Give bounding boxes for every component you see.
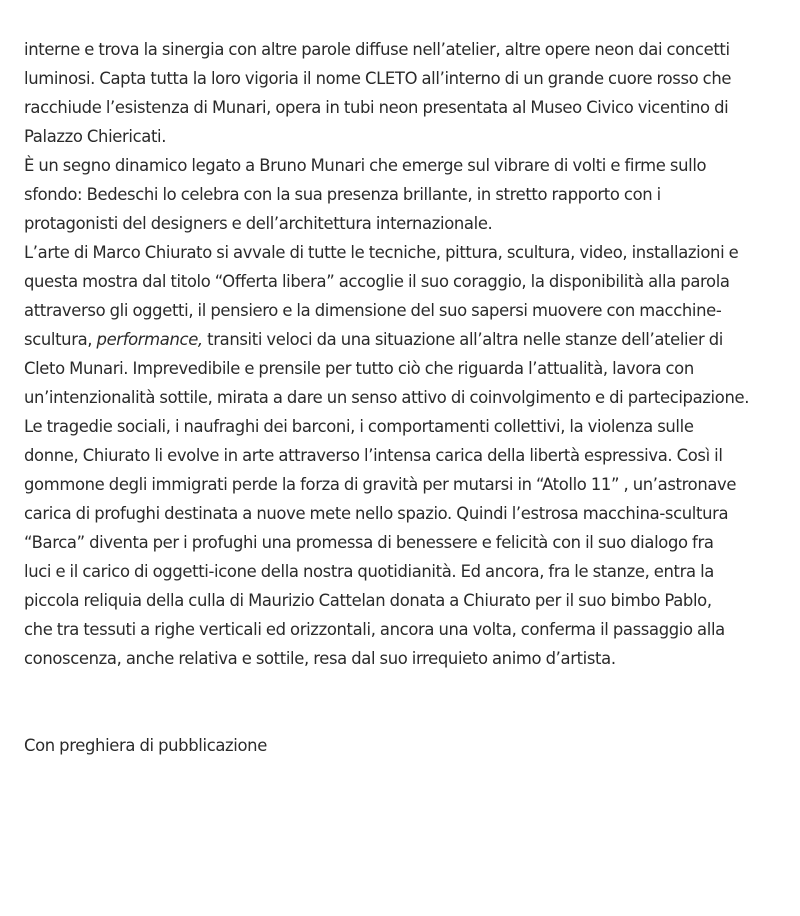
text-line: Cleto Munari. Imprevedibile e prensile per tutto ciò che riguarda l’attualità, lavora con: [24, 359, 694, 378]
text-line: È un segno dinamico legato a Bruno Munari che emerge sul vibrare di volti e firme sullo: [24, 156, 707, 175]
closing-line: Con preghiera di pubblicazione: [24, 736, 267, 755]
text-line: L’arte di Marco Chiurato si avvale di tutte le tecniche, pittura, scultura, video, installazioni e: [24, 243, 739, 262]
text-line: conoscenza, anche relativa e sottile, resa dal suo irrequieto animo d’artista.: [24, 649, 616, 668]
text-line: che tra tessuti a righe verticali ed orizzontali, ancora una volta, conferma il passaggio alla: [24, 620, 725, 639]
text-line: sfondo: Bedeschi lo celebra con la sua presenza brillante, in stretto rapporto con i: [24, 185, 661, 204]
text-line: attraverso gli oggetti, il pensiero e la dimensione del suo sapersi muovere con macchine-: [24, 301, 722, 320]
blank-line: [24, 702, 776, 731]
text-line: interne e trova la sinergia con altre parole diffuse nell’atelier, altre opere neon dai concetti: [24, 40, 730, 59]
text-line: “Barca” diventa per i profughi una promessa di benessere e felicità con il suo dialogo fra: [24, 533, 714, 552]
text-line: Le tragedie sociali, i naufraghi dei barconi, i comportamenti collettivi, la violenza sulle: [24, 417, 694, 436]
text-line: questa mostra dal titolo “Offerta libera” accoglie il suo coraggio, la disponibilità alla parola: [24, 272, 730, 291]
text-line: racchiude l’esistenza di Munari, opera in tubi neon presentata al Museo Civico vicentino di: [24, 98, 729, 117]
text-segment: scultura,: [24, 330, 97, 349]
text-line: gommone degli immigrati perde la forza di gravità per mutarsi in “Atollo 11” , un’astronave: [24, 475, 737, 494]
text-line: piccola reliquia della culla di Maurizio Cattelan donata a Chiurato per il suo bimbo Pablo,: [24, 591, 712, 610]
text-segment: transiti veloci da una situazione all’altra nelle stanze dell’atelier di: [202, 330, 723, 349]
body-text: [24, 35, 776, 760]
italic-word: performance,: [96, 330, 203, 349]
text-line: [24, 325, 776, 354]
blank-line: [24, 673, 776, 702]
text-line: luci e il carico di oggetti-icone della nostra quotidianità. Ed ancora, fra le stanze, entra la: [24, 562, 714, 581]
text-line: donne, Chiurato li evolve in arte attraverso l’intensa carica della libertà espressiva. Così il: [24, 446, 723, 465]
text-line: luminosi. Capta tutta la loro vigoria il nome CLETO all’interno di un grande cuore rosso che: [24, 69, 732, 88]
text-line: carica di profughi destinata a nuove mete nello spazio. Quindi l’estrosa macchina-scultura: [24, 504, 729, 523]
text-line: un’intenzionalità sottile, mirata a dare un senso attivo di coinvolgimento e di partecipazione.: [24, 388, 750, 407]
document-page: [24, 35, 776, 760]
text-line: Palazzo Chiericati.: [24, 127, 167, 146]
text-line: protagonisti del designers e dell’architettura internazionale.: [24, 214, 493, 233]
